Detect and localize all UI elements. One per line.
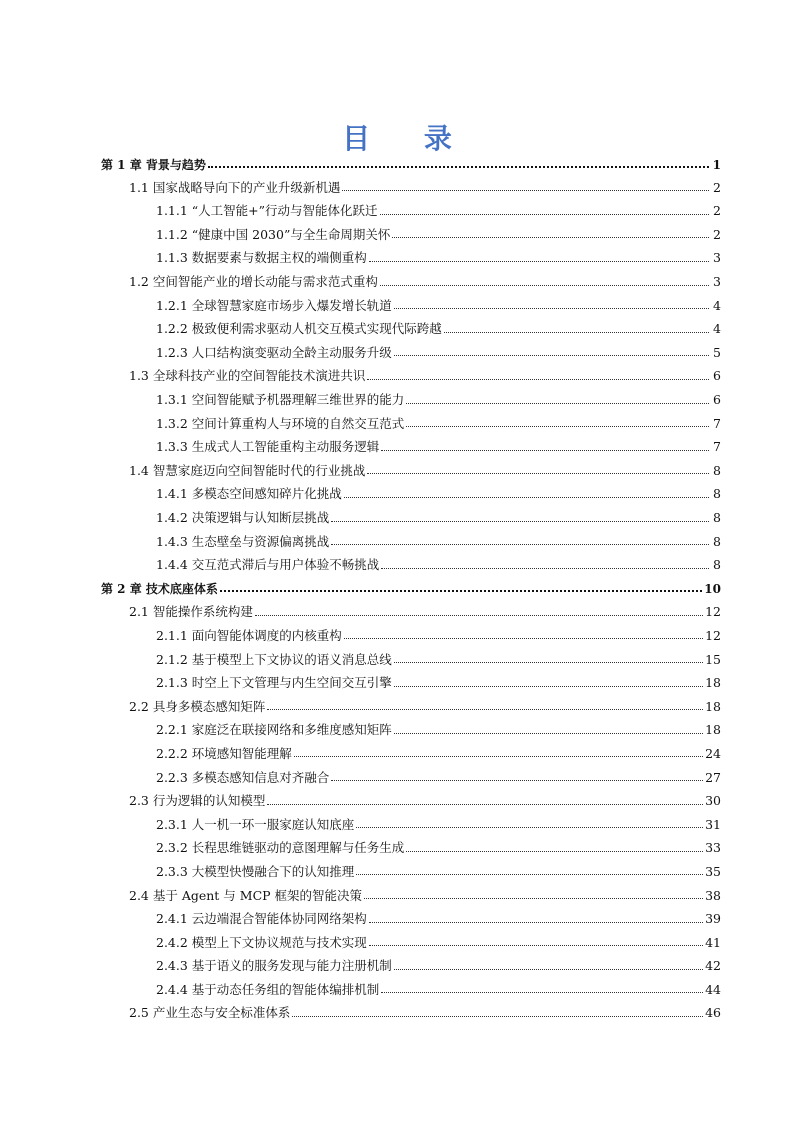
toc-subsection-entry[interactable] <box>101 904 721 928</box>
toc-subsection-entry[interactable] <box>101 975 721 999</box>
toc-entry-label: 2.3 行为逻辑的认知模型 <box>129 793 266 809</box>
toc-entry-label: 1.4 智慧家庭迈向空间智能时代的行业挑战 <box>129 462 366 478</box>
toc-section-entry[interactable] <box>101 456 721 480</box>
toc-dot-leader <box>392 237 709 238</box>
toc-dot-leader <box>367 379 709 380</box>
toc-section-entry[interactable] <box>101 880 721 904</box>
toc-entry-label: 2.3.3 大模型快慢融合下的认知推理 <box>156 863 355 879</box>
toc-page-number: 31 <box>705 816 721 832</box>
toc-page-number: 44 <box>705 981 721 997</box>
toc-page-number: 8 <box>713 557 721 573</box>
toc-page-number: 35 <box>705 863 721 879</box>
toc-page-number: 3 <box>713 250 721 266</box>
toc-entry-label: 1.1.2 “健康中国 2030”与全生命周期关怀 <box>156 226 391 242</box>
toc-page-number: 1 <box>712 157 721 172</box>
toc-entry-label: 1.4.2 决策逻辑与认知断层挑战 <box>156 510 330 525</box>
toc-subsection-entry[interactable] <box>101 338 721 362</box>
toc-dot-leader <box>444 332 709 333</box>
toc-entry-label: 第 1 章 背景与趋势 <box>101 157 206 172</box>
toc-subsection-entry[interactable] <box>101 715 721 739</box>
toc-page-number: 4 <box>713 321 721 337</box>
toc-subsection-entry[interactable] <box>101 762 721 786</box>
toc-dot-leader <box>364 898 703 899</box>
toc-dot-leader <box>331 521 709 522</box>
toc-entry-label: 1.2.2 极致便利需求驱动人机交互模式实现代际跨越 <box>156 321 442 337</box>
toc-page-number: 15 <box>705 651 721 667</box>
toc-chapter-entry[interactable] <box>101 574 721 598</box>
toc-entry-label: 2.4.4 基于动态任务组的智能体编排机制 <box>156 981 380 997</box>
toc-dot-leader <box>406 426 709 427</box>
toc-page-number: 10 <box>704 582 721 597</box>
toc-page-number: 18 <box>705 675 721 691</box>
toc-dot-leader <box>369 261 709 262</box>
toc-dot-leader <box>381 450 709 451</box>
toc-section-entry[interactable] <box>101 998 721 1022</box>
toc-page-number: 3 <box>713 274 721 290</box>
toc-page-number: 41 <box>705 934 721 950</box>
toc-entry-label: 1.1 国家战略导向下的产业升级新机遇 <box>129 179 341 195</box>
toc-dot-leader <box>208 166 709 168</box>
toc-subsection-entry[interactable] <box>101 503 721 527</box>
toc-dot-leader <box>369 945 703 946</box>
toc-subsection-entry[interactable] <box>101 833 721 857</box>
toc-dot-leader <box>394 733 703 734</box>
toc-subsection-entry[interactable] <box>101 644 721 668</box>
toc-section-entry[interactable] <box>101 597 721 621</box>
toc-page-number: 7 <box>713 439 721 455</box>
toc-dot-leader <box>292 1016 703 1017</box>
toc-dot-leader <box>331 544 709 545</box>
toc-entry-label: 2.5 产业生态与安全标准体系 <box>129 1005 291 1021</box>
page-title: 目 录 <box>342 121 474 155</box>
toc-page-number: 4 <box>713 297 721 313</box>
toc-page-number: 38 <box>705 887 721 903</box>
toc-entry-label: 1.3 全球科技产业的空间智能技术演进共识 <box>129 368 366 384</box>
toc-entry-label: 1.2 空间智能产业的增长动能与需求范式重构 <box>129 274 378 290</box>
toc-dot-leader <box>367 473 709 474</box>
toc-dot-leader <box>344 497 709 498</box>
toc-entry-label: 2.2.1 家庭泛在联接网络和多维度感知矩阵 <box>156 722 392 738</box>
toc-dot-leader <box>369 922 703 923</box>
toc-subsection-entry[interactable] <box>101 739 721 763</box>
toc-page-number: 39 <box>705 911 721 927</box>
toc-page-number: 18 <box>705 722 721 738</box>
toc-entry-label: 2.4.3 基于语义的服务发现与能力注册机制 <box>156 958 392 974</box>
toc-page-number: 8 <box>713 486 721 502</box>
toc-dot-leader <box>220 590 702 592</box>
toc-subsection-entry[interactable] <box>101 243 721 267</box>
toc-page-number: 2 <box>713 226 721 242</box>
toc-page-number: 33 <box>705 840 721 856</box>
toc-section-entry[interactable] <box>101 267 721 291</box>
toc-entry-label: 1.1.3 数据要素与数据主权的端侧重构 <box>156 250 367 266</box>
toc-dot-leader <box>342 190 709 191</box>
toc-subsection-entry[interactable] <box>101 314 721 338</box>
toc-page-number: 24 <box>705 745 721 761</box>
toc-subsection-entry[interactable] <box>101 409 721 433</box>
toc-entry-label: 2.1 智能操作系统构建 <box>129 604 253 620</box>
toc-subsection-entry[interactable] <box>101 432 721 456</box>
toc-entry-label: 1.4.4 交互范式滞后与用户体验不畅挑战 <box>156 557 380 573</box>
toc-page-number: 12 <box>705 604 721 620</box>
toc-dot-leader <box>394 662 703 663</box>
toc-entry-label: 1.4.3 生态壁垒与资源偏离挑战 <box>156 533 330 549</box>
toc-dot-leader <box>380 214 709 215</box>
toc-entry-label: 1.2.1 全球智慧家庭市场步入爆发增长轨道 <box>156 297 392 313</box>
toc-page-number: 46 <box>705 1005 721 1021</box>
toc-dot-leader <box>331 780 703 781</box>
toc-subsection-entry[interactable] <box>101 385 721 409</box>
toc-dot-leader <box>356 827 703 828</box>
toc-page-number: 18 <box>705 698 721 714</box>
toc-page-number: 12 <box>705 627 721 643</box>
toc-dot-leader <box>255 615 703 616</box>
toc-subsection-entry[interactable] <box>101 928 721 952</box>
toc-dot-leader <box>394 686 703 687</box>
toc-entry-label: 2.3.2 长程思维链驱动的意图理解与任务生成 <box>156 840 405 856</box>
toc-dot-leader <box>381 992 703 993</box>
toc-dot-leader <box>394 308 709 309</box>
toc-entry-label: 2.4.1 云边端混合智能体协同网络架构 <box>156 911 367 927</box>
toc-subsection-entry[interactable] <box>101 810 721 834</box>
toc-entry-label: 1.3.1 空间智能赋予机器理解三维世界的能力 <box>156 392 405 408</box>
toc-subsection-entry[interactable] <box>101 291 721 315</box>
toc-dot-leader <box>394 355 709 356</box>
toc-section-entry[interactable] <box>101 692 721 716</box>
toc-chapter-entry[interactable] <box>101 149 721 173</box>
toc-page-number: 42 <box>705 958 721 974</box>
toc-entry-label: 2.2 具身多模态感知矩阵 <box>129 698 266 714</box>
toc-page-number: 8 <box>713 533 721 549</box>
toc-section-entry[interactable] <box>101 786 721 810</box>
toc-page-number: 7 <box>713 415 721 431</box>
toc-dot-leader <box>267 804 703 805</box>
toc-entry-label: 2.3.1 人一机一环一服家庭认知底座 <box>156 816 355 832</box>
toc-page-number: 2 <box>713 179 721 195</box>
toc-page-number: 8 <box>713 510 721 525</box>
toc-entry-label: 2.1.2 基于模型上下文协议的语义消息总线 <box>156 651 392 667</box>
table-of-contents <box>101 149 721 1022</box>
toc-page-number: 27 <box>705 769 721 785</box>
toc-subsection-entry[interactable] <box>101 479 721 503</box>
toc-subsection-entry[interactable] <box>101 621 721 645</box>
toc-entry-label: 2.4 基于 Agent 与 MCP 框架的智能决策 <box>129 887 363 903</box>
toc-entry-label: 2.4.2 模型上下文协议规范与技术实现 <box>156 934 367 950</box>
toc-dot-leader <box>380 285 709 286</box>
toc-dot-leader <box>406 851 703 852</box>
toc-entry-label: 1.3.3 生成式人工智能重构主动服务逻辑 <box>156 439 380 455</box>
toc-page-number: 6 <box>713 392 721 408</box>
toc-entry-label: 1.4.1 多模态空间感知碎片化挑战 <box>156 486 342 502</box>
toc-dot-leader <box>394 969 703 970</box>
toc-page-number: 30 <box>705 793 721 809</box>
toc-entry-label: 第 2 章 技术底座体系 <box>101 582 218 597</box>
toc-subsection-entry[interactable] <box>101 196 721 220</box>
toc-section-entry[interactable] <box>101 361 721 385</box>
toc-dot-leader <box>344 638 703 639</box>
toc-entry-label: 2.2.3 多模态感知信息对齐融合 <box>156 769 330 785</box>
toc-entry-label: 2.1.1 面向智能体调度的内核重构 <box>156 627 342 643</box>
toc-entry-label: 2.1.3 时空上下文管理与内生空间交互引擎 <box>156 675 392 691</box>
toc-dot-leader <box>406 403 709 404</box>
toc-subsection-entry[interactable] <box>101 527 721 551</box>
toc-subsection-entry[interactable] <box>101 550 721 574</box>
toc-page-number: 8 <box>713 462 721 478</box>
toc-entry-label: 1.3.2 空间计算重构人与环境的自然交互范式 <box>156 415 405 431</box>
toc-dot-leader <box>294 756 703 757</box>
toc-subsection-entry[interactable] <box>101 668 721 692</box>
toc-dot-leader <box>356 874 703 875</box>
toc-entry-label: 1.2.3 人口结构演变驱动全龄主动服务升级 <box>156 344 392 360</box>
toc-page-number: 6 <box>713 368 721 384</box>
toc-section-entry[interactable] <box>101 173 721 197</box>
toc-subsection-entry[interactable] <box>101 951 721 975</box>
toc-subsection-entry[interactable] <box>101 857 721 881</box>
toc-subsection-entry[interactable] <box>101 220 721 244</box>
toc-entry-label: 2.2.2 环境感知智能理解 <box>156 745 292 761</box>
toc-dot-leader <box>267 709 703 710</box>
toc-entry-label: 1.1.1 “人工智能+”行动与智能体化跃迁 <box>156 203 378 219</box>
toc-page-number: 5 <box>713 344 721 360</box>
toc-dot-leader <box>381 568 709 569</box>
toc-page-number: 2 <box>713 203 721 219</box>
